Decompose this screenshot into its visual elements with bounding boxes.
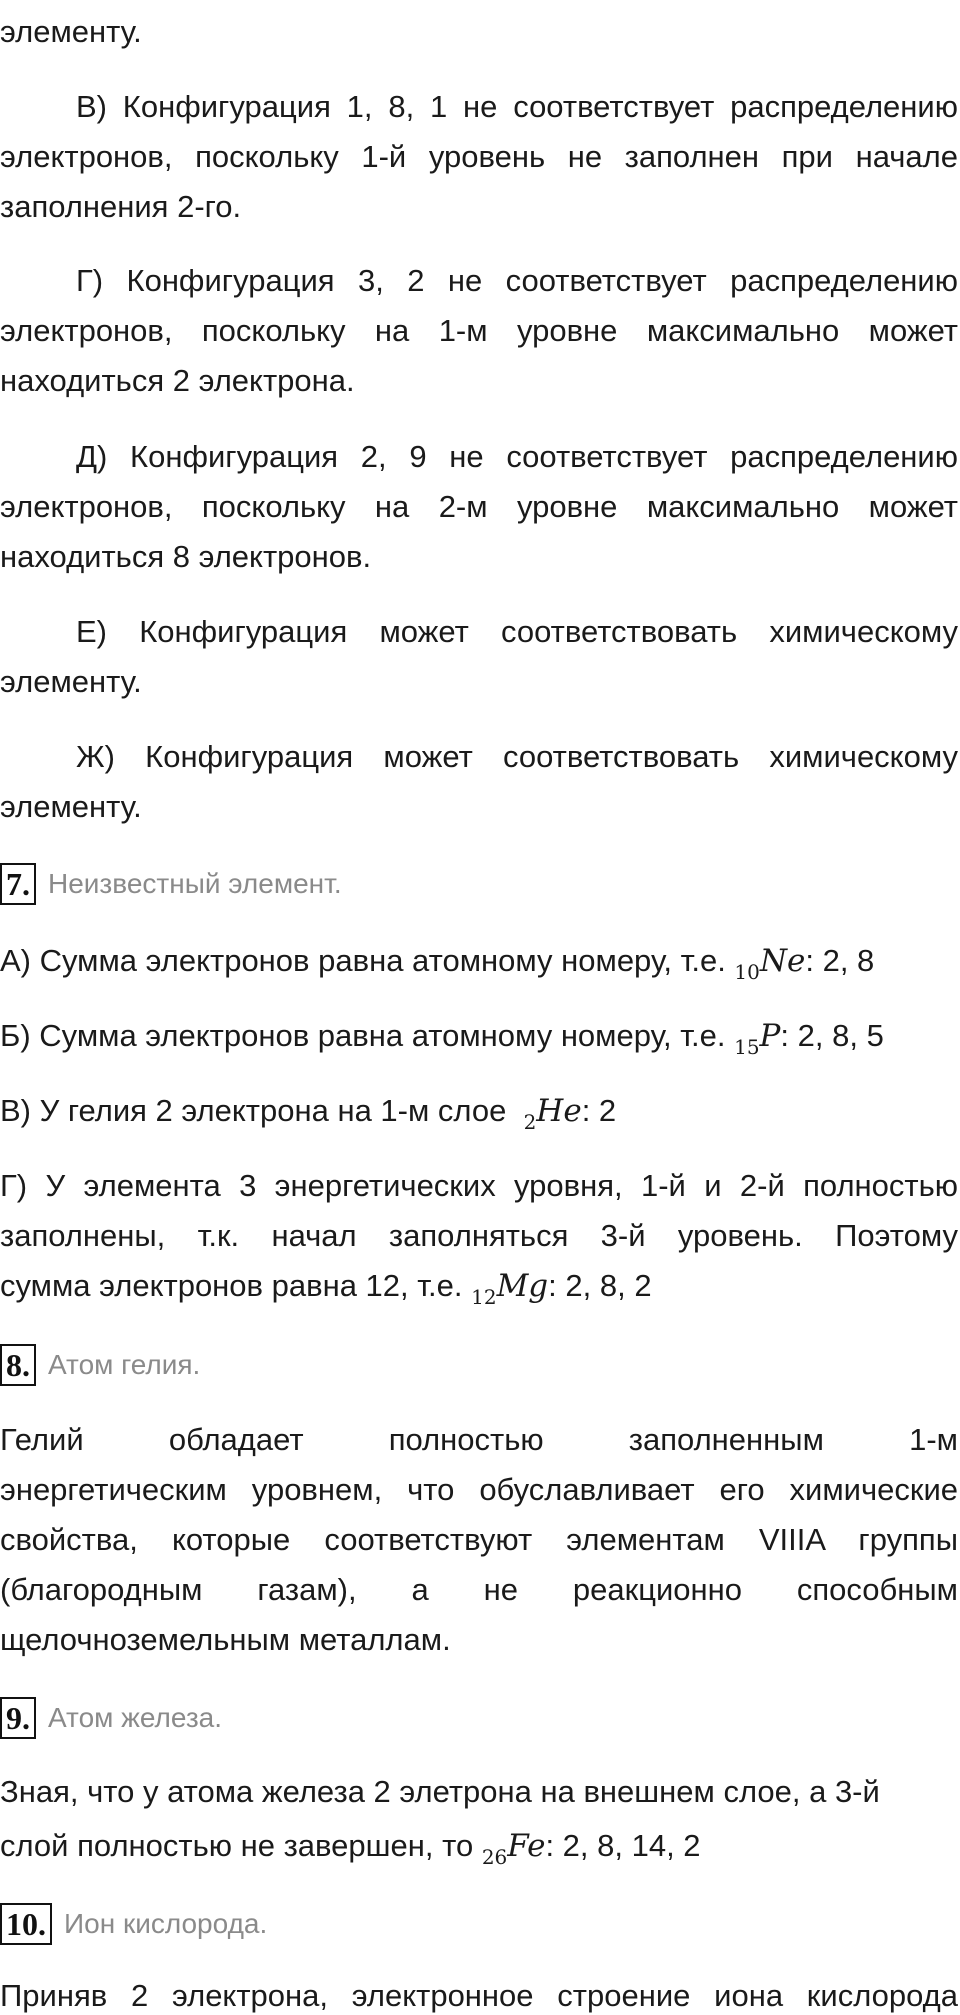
helium-line-1 xyxy=(0,1421,958,1459)
atomic-number: 10 xyxy=(734,960,760,984)
paragraph-e-line: элементу. xyxy=(0,664,142,699)
section-title: Ион кислорода. xyxy=(64,1908,268,1939)
section-number-box: 10. xyxy=(0,1903,52,1945)
atomic-number: 12 xyxy=(471,1285,497,1309)
section-title: Атом железа. xyxy=(48,1702,223,1733)
configuration: : 2 xyxy=(581,1093,617,1128)
iron-line-1: Зная, что у атома железа 2 элетрона на внешнем слое, а 3-й xyxy=(0,1774,880,1809)
paragraph-line: элементу. xyxy=(0,14,142,49)
configuration: : 2, 8, 2 xyxy=(548,1268,652,1303)
section-title: Атом гелия. xyxy=(48,1349,201,1380)
element-symbol: Ne xyxy=(759,943,806,979)
section-number-box: 9. xyxy=(0,1697,36,1739)
word: (благородным xyxy=(0,1572,203,1607)
answer-text: слой полностью не завершен, то xyxy=(0,1828,482,1863)
paragraph-g-line: электронов, поскольку на 1-м уровне максимально может xyxy=(0,313,958,348)
paragraph-g-line: находиться 2 электрона. xyxy=(0,363,355,398)
word: способным xyxy=(796,1572,958,1607)
configuration: : 2, 8 xyxy=(805,943,875,978)
word: а xyxy=(411,1572,429,1607)
paragraph-v-line: заполнения 2-го. xyxy=(0,189,242,224)
configuration: : 2, 8, 14, 2 xyxy=(545,1828,701,1863)
formula xyxy=(734,1018,781,1059)
answer-g-line: Г) У элемента 3 энергетических уровня, 1-й и 2-й полностью xyxy=(0,1168,958,1203)
paragraph-v-line: В) Конфигурация 1, 8, 1 не соответствует распределению xyxy=(76,89,958,124)
section-header-7 xyxy=(0,862,342,906)
word: обладает xyxy=(168,1422,304,1457)
formula xyxy=(481,1828,546,1869)
section-header-10 xyxy=(0,1902,267,1946)
word: газам), xyxy=(257,1572,357,1607)
answer-b-line xyxy=(0,1017,958,1066)
element-symbol: Fe xyxy=(507,1828,546,1864)
section-header-9 xyxy=(0,1696,222,1740)
answer-g-line xyxy=(0,1267,958,1316)
section-title: Неизвестный элемент. xyxy=(48,868,342,899)
helium-line-2: энергетическим уровнем, что обуславливает его химические xyxy=(0,1472,958,1507)
paragraph-d-line: находиться 8 электронов. xyxy=(0,539,372,574)
answer-text: А) Сумма электронов равна атомному номеру, т.е. xyxy=(0,943,735,978)
paragraph-d-line: Д) Конфигурация 2, 9 не соответствует распределению xyxy=(76,439,958,474)
answer-v-line xyxy=(0,1092,958,1141)
paragraph-zh-line: Ж) Конфигурация может соответствовать химическому xyxy=(76,739,958,774)
element-symbol: P xyxy=(759,1018,781,1054)
paragraph-v-line: электронов, поскольку 1-й уровень не заполнен при начале xyxy=(0,139,958,174)
section-number-box: 8. xyxy=(0,1344,36,1386)
paragraph-e-line: Е) Конфигурация может соответствовать химическому xyxy=(76,614,958,649)
helium-line-3: свойства, которые соответствуют элементам VIIIA группы xyxy=(0,1522,958,1557)
paragraph-zh-line: элементу. xyxy=(0,789,142,824)
word: заполненным xyxy=(628,1422,824,1457)
word: Гелий xyxy=(0,1422,84,1457)
answer-text: В) У гелия 2 электрона на 1-м слое xyxy=(0,1093,524,1128)
formula xyxy=(523,1093,582,1134)
answer-g-line: заполнены, т.к. начал заполняться 3-й уровень. Поэтому xyxy=(0,1218,958,1253)
answer-a-line xyxy=(0,942,958,991)
answer-text: сумма электронов равна 12, т.е. xyxy=(0,1268,472,1303)
configuration: : 2, 8, 5 xyxy=(780,1018,884,1053)
formula xyxy=(471,1268,549,1309)
paragraph-g-line: Г) Конфигурация 3, 2 не соответствует распределению xyxy=(76,263,958,298)
word: полностью xyxy=(388,1422,544,1457)
paragraph-d-line: электронов, поскольку на 2-м уровне максимально может xyxy=(0,489,958,524)
formula xyxy=(734,943,806,984)
iron-line-2 xyxy=(0,1827,958,1876)
atomic-number: 15 xyxy=(734,1035,760,1059)
section-number-box: 7. xyxy=(0,863,36,905)
helium-line-5: щелочноземельным металлам. xyxy=(0,1622,451,1657)
word: реакционно xyxy=(572,1572,742,1607)
element-symbol: He xyxy=(536,1093,582,1129)
word: 1-м xyxy=(909,1422,958,1457)
helium-line-4 xyxy=(0,1571,958,1609)
element-symbol: Mg xyxy=(496,1268,549,1304)
word: не xyxy=(483,1572,519,1607)
section-header-8 xyxy=(0,1343,200,1387)
atomic-number: 26 xyxy=(481,1845,508,1869)
answer-text: Б) Сумма электронов равна атомному номеру, т.е. xyxy=(0,1018,735,1053)
oxygen-line-1: Приняв 2 электрона, электронное строение иона кислорода xyxy=(0,1978,958,2013)
atomic-number: 2 xyxy=(523,1110,537,1134)
